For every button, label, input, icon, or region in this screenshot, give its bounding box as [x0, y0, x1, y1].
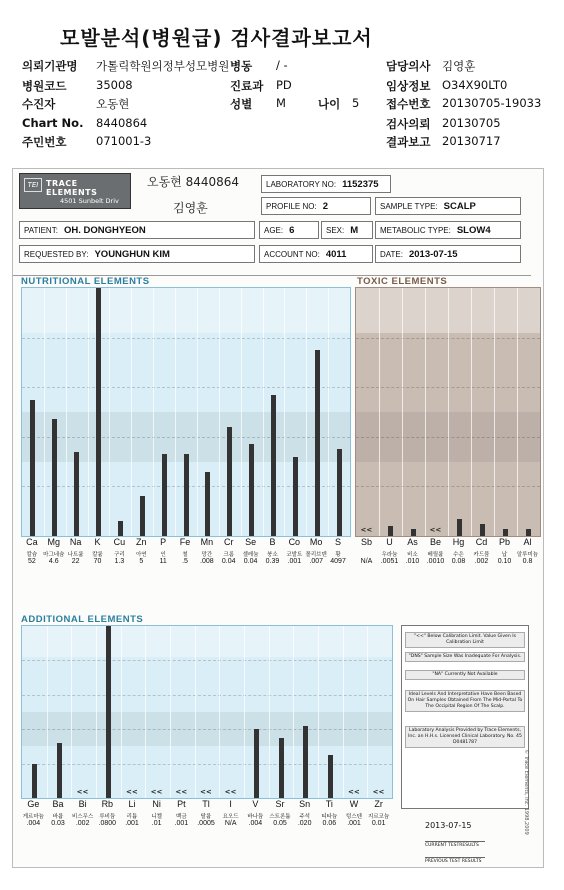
- toxic-chart-panel: [355, 287, 541, 537]
- additional-value-rb: .0800: [98, 820, 117, 827]
- report-date: 2013-07-15: [408, 248, 458, 260]
- nutritional-symbol-mn: Mn: [200, 537, 214, 547]
- laboratory-no-label: LABORATORY NO:: [266, 179, 337, 189]
- additional-column-separator: [343, 626, 344, 798]
- nutritional-symbol-co: Co: [288, 537, 301, 547]
- nutritional-value-na: 22: [71, 558, 80, 565]
- additional-symbol-ge: Ge: [27, 799, 40, 809]
- additional-title: ADDITIONAL ELEMENTS: [21, 614, 144, 625]
- toxic-korean-name: 비소: [407, 552, 418, 558]
- additional-column-separator: [195, 626, 196, 798]
- nutritional-column-separator: [131, 288, 132, 536]
- nutritional-gridline: [22, 437, 350, 438]
- additional-symbol-pt: Pt: [177, 799, 186, 809]
- additional-korean-name: 텅스텐: [346, 814, 362, 820]
- additional-range-band: [22, 626, 392, 657]
- info-label: 병동: [230, 59, 253, 73]
- info-label: 진료과: [230, 79, 264, 93]
- toxic-bar-pb: [503, 529, 508, 536]
- nutritional-bar-na: [74, 452, 79, 536]
- toxic-korean-name: 카드뮴: [473, 552, 490, 558]
- nutritional-value-s: 4097: [330, 558, 346, 565]
- toxic-symbol-cd: Cd: [475, 537, 488, 547]
- nutritional-value-co: .001: [287, 558, 302, 565]
- additional-symbol-w: W: [349, 799, 359, 809]
- info-value: 071001-3: [96, 134, 152, 148]
- sample-type-label: SAMPLE TYPE:: [380, 201, 438, 211]
- additional-below-limit-mark: <<: [150, 788, 163, 796]
- nutritional-symbol-se: Se: [245, 537, 257, 547]
- handwritten-doctor: 김영훈: [173, 201, 208, 215]
- nutritional-bar-fe: [184, 454, 189, 536]
- additional-chart-panel: [21, 625, 393, 799]
- additional-below-limit-mark: <<: [348, 788, 360, 796]
- nutritional-korean-name: 망간: [201, 552, 213, 558]
- toxic-below-limit-mark: <<: [360, 526, 373, 534]
- toxic-title: TOXIC ELEMENTS: [357, 276, 448, 287]
- additional-bar-ti: [328, 755, 333, 798]
- requested-field: [19, 245, 255, 263]
- additional-korean-name: 비스무스: [72, 814, 94, 820]
- nutritional-symbol-mg: Mg: [47, 537, 61, 547]
- toxic-korean-name: 알루미늄: [516, 552, 539, 558]
- nutritional-chart-panel: [21, 287, 351, 537]
- toxic-value-hg: 0.08: [451, 558, 466, 565]
- info-label: 임상정보: [386, 79, 431, 93]
- nutritional-symbol-p: P: [160, 537, 167, 547]
- additional-column-separator: [96, 626, 97, 798]
- additional-symbol-sn: Sn: [299, 799, 311, 809]
- nutritional-korean-name: 구리: [114, 552, 125, 558]
- lab-address: 4501 Sunbelt Driv: [60, 197, 119, 205]
- lab-header: [13, 169, 531, 276]
- additional-value-sr: 0.05: [273, 820, 287, 827]
- additional-korean-name: 티타늄: [321, 814, 338, 820]
- nutritional-column-separator: [284, 288, 285, 536]
- additional-column-separator: [47, 626, 48, 798]
- additional-column-separator: [293, 626, 294, 798]
- nutritional-symbol-s: S: [335, 537, 342, 547]
- legend-notes: [401, 625, 529, 809]
- toxic-korean-name: 수은: [453, 552, 464, 558]
- info-value: 8440864: [96, 116, 148, 130]
- toxic-column-separator: [448, 288, 449, 536]
- nutritional-column-separator: [328, 288, 329, 536]
- nutritional-bar-mg: [52, 419, 57, 536]
- info-value: 20130717: [442, 134, 501, 148]
- additional-bar-ba: [57, 743, 62, 798]
- nutritional-column-separator: [263, 288, 264, 536]
- additional-korean-name: 지르코늄: [368, 814, 390, 820]
- additional-korean-name: 니켈: [151, 814, 162, 820]
- info-label: 의뢰기관명: [22, 59, 78, 73]
- nutritional-korean-name: 셀레늄: [242, 552, 259, 558]
- nutritional-korean-name: 몰리브덴: [305, 552, 327, 558]
- nutritional-value-k: 70: [93, 558, 102, 565]
- additional-column-separator: [318, 626, 319, 798]
- additional-column-separator: [219, 626, 220, 798]
- toxic-symbol-al: Al: [523, 537, 532, 547]
- nutritional-gridline: [22, 387, 350, 388]
- lab-logo: [19, 173, 131, 209]
- age: 6: [289, 224, 295, 236]
- toxic-value-u: .0051: [380, 558, 399, 565]
- info-value: 김영훈: [442, 59, 476, 73]
- additional-bar-rb: [106, 626, 111, 798]
- additional-column-separator: [121, 626, 122, 798]
- additional-value-ni: .01: [151, 820, 162, 827]
- toxic-value-as: .010: [405, 558, 420, 565]
- nutritional-bar-b: [271, 395, 276, 536]
- nutritional-korean-name: 황: [335, 552, 341, 558]
- info-value: 20130705: [442, 116, 501, 130]
- additional-gridline: [22, 764, 392, 765]
- copyright: © Trace Elements, Inc. 1998,2009: [522, 749, 529, 835]
- additional-value-zr: 0.01: [371, 820, 386, 827]
- report-title: 모발분석(병원급) 검사결과보고서: [60, 26, 373, 50]
- additional-symbol-bi: Bi: [78, 799, 87, 809]
- account-no: 4011: [325, 248, 347, 260]
- toxic-value-cd: .002: [474, 558, 489, 565]
- additional-symbol-v: V: [252, 799, 259, 809]
- toxic-column-separator: [471, 288, 472, 536]
- toxic-symbol-be: Be: [429, 537, 441, 547]
- nutritional-range-band: [22, 288, 350, 333]
- nutritional-korean-name: 나트륨: [67, 552, 84, 558]
- toxic-korean-name: 우라늄: [381, 552, 398, 558]
- info-value: 35008: [96, 78, 133, 92]
- nutritional-korean-name: 코발트: [286, 552, 303, 558]
- additional-below-limit-mark: <<: [372, 788, 385, 796]
- additional-value-v: .004: [248, 820, 263, 827]
- additional-value-ti: 0.06: [322, 820, 337, 827]
- profile-no-field: [261, 197, 371, 215]
- info-label: 결과보고: [386, 135, 431, 149]
- toxic-bar-cd: [480, 524, 485, 536]
- toxic-value-al: 0.8: [522, 558, 533, 565]
- info-value: 오동현: [96, 97, 130, 111]
- toxic-column-separator: [379, 288, 380, 536]
- nutritional-title: NUTRITIONAL ELEMENTS: [21, 276, 150, 287]
- additional-korean-name: 게르마늄: [22, 814, 44, 820]
- additional-below-limit-mark: <<: [175, 788, 188, 796]
- toxic-value-be: .0010: [426, 558, 445, 565]
- nutritional-bar-p: [162, 454, 167, 536]
- info-label: 성별: [230, 97, 253, 111]
- additional-korean-name: 리튬: [126, 814, 138, 820]
- nutritional-bar-zn: [140, 496, 145, 536]
- toxic-value-pb: 0.10: [497, 558, 512, 565]
- additional-column-separator: [71, 626, 72, 798]
- nutritional-value-cu: 1.3: [114, 558, 125, 565]
- info-value: 가톨릭학원의정부성모병원: [96, 59, 230, 73]
- additional-bar-sn: [303, 726, 308, 798]
- patient-field: [19, 221, 255, 239]
- nutritional-symbol-cr: Cr: [223, 537, 234, 547]
- toxic-symbol-hg: Hg: [452, 537, 465, 547]
- nutritional-column-separator: [153, 288, 154, 536]
- nutritional-symbol-k: K: [94, 537, 101, 547]
- requested-by: YOUNGHUN KIM: [94, 248, 170, 260]
- toxic-bar-as: [411, 529, 416, 536]
- nutritional-bar-cu: [118, 521, 123, 536]
- date-field: [375, 245, 521, 263]
- nutritional-value-cr: 0.04: [221, 558, 236, 565]
- nutritional-column-separator: [66, 288, 67, 536]
- toxic-below-limit-mark: <<: [429, 526, 442, 534]
- nutritional-value-ca: 52: [28, 558, 36, 565]
- additional-korean-name: 요오드: [222, 814, 239, 820]
- additional-value-tl: .0005: [197, 820, 215, 827]
- toxic-column-separator: [517, 288, 518, 536]
- info-label: 담당의사: [386, 59, 431, 73]
- nutritional-bar-mo: [315, 350, 320, 536]
- lab-report-scan: [12, 168, 544, 868]
- additional-below-limit-mark: <<: [224, 788, 237, 796]
- additional-korean-name: 루비듐: [99, 814, 116, 820]
- nutritional-bar-k: [96, 288, 101, 536]
- handwritten-patient: 오동현 8440864: [147, 175, 240, 189]
- additional-symbol-li: Li: [128, 799, 136, 809]
- nutritional-bar-se: [249, 444, 254, 536]
- additional-symbol-ni: Ni: [152, 799, 161, 809]
- nutritional-value-mn: .008: [200, 558, 214, 565]
- additional-column-separator: [269, 626, 270, 798]
- toxic-column-separator: [425, 288, 426, 536]
- nutritional-value-p: 11: [159, 558, 167, 565]
- current-date: 2013-07-15: [425, 821, 472, 830]
- age-label: AGE:: [264, 225, 284, 235]
- nutritional-bar-ca: [30, 400, 35, 536]
- metabolic-field: [375, 221, 521, 239]
- nutritional-symbol-cu: Cu: [113, 537, 126, 547]
- additional-value-ge: .004: [26, 820, 41, 827]
- nutritional-korean-name: 칼륨: [92, 552, 103, 558]
- additional-korean-name: 주석: [299, 814, 310, 820]
- sample-type: SCALP: [443, 200, 476, 212]
- additional-below-limit-mark: <<: [200, 788, 212, 796]
- nutritional-korean-name: 철: [182, 552, 188, 558]
- nutritional-symbol-fe: Fe: [179, 537, 191, 547]
- nutritional-bar-co: [293, 457, 298, 536]
- additional-column-separator: [244, 626, 245, 798]
- additional-bar-ge: [32, 764, 37, 798]
- account-field: [259, 245, 373, 263]
- sex-field: [321, 221, 373, 239]
- toxic-korean-name: 납: [501, 552, 508, 558]
- info-value: 20130705-19033: [442, 96, 542, 110]
- previous-results-label: PREVIOUS TEST RESULTS: [425, 857, 485, 864]
- nutritional-column-separator: [219, 288, 220, 536]
- toxic-symbol-as: As: [407, 537, 418, 547]
- additional-value-pt: .001: [174, 820, 189, 827]
- additional-korean-name: 바나듐: [247, 814, 264, 820]
- additional-column-separator: [145, 626, 146, 798]
- nutritional-korean-name: 마그네슘: [43, 552, 65, 558]
- info-label: 검사의뢰: [386, 117, 431, 131]
- nutritional-symbol-ca: Ca: [26, 537, 38, 547]
- toxic-symbol-u: U: [386, 537, 393, 547]
- laboratory-no-field: [261, 175, 391, 193]
- sex-label: SEX:: [326, 225, 345, 235]
- note-below-limit: "<<" Below Calibration Limit. Value Given Is Calibration Limit: [405, 632, 525, 648]
- nutritional-value-fe: .5: [182, 558, 188, 565]
- additional-korean-name: 탈륨: [200, 814, 212, 820]
- info-label: Chart No.: [22, 116, 84, 130]
- toxic-bar-al: [526, 529, 531, 536]
- additional-bar-sr: [279, 738, 284, 798]
- nutritional-column-separator: [197, 288, 198, 536]
- nutritional-value-mo: .007: [309, 558, 323, 565]
- nutritional-gridline: [22, 338, 350, 339]
- note-lab-provider: Laboratory Analysis Provided by Trace Elements, Inc. an H.H.s. Licensed Clinical Laboratory. No. 45 D0481787: [405, 726, 525, 748]
- additional-korean-name: 백금: [176, 814, 187, 820]
- profile-no: 2: [322, 200, 328, 212]
- info-label: 접수번호: [386, 97, 431, 111]
- nutritional-bar-cr: [227, 427, 232, 536]
- additional-below-limit-mark: <<: [126, 788, 138, 796]
- laboratory-no: 1152375: [342, 178, 379, 190]
- additional-gridline: [22, 695, 392, 696]
- additional-symbol-rb: Rb: [101, 799, 114, 809]
- nutritional-column-separator: [241, 288, 242, 536]
- nutritional-symbol-b: B: [269, 537, 276, 547]
- additional-symbol-ti: Ti: [325, 799, 333, 809]
- nutritional-symbol-zn: Zn: [136, 537, 147, 547]
- patient-label: PATIENT:: [24, 225, 58, 235]
- toxic-symbol-sb: Sb: [360, 537, 372, 547]
- nutritional-korean-name: 크롬: [223, 552, 235, 558]
- additional-bar-v: [254, 729, 259, 798]
- additional-value-li: .001: [125, 820, 139, 827]
- additional-value-ba: 0.03: [51, 820, 65, 827]
- additional-below-limit-mark: <<: [76, 788, 89, 796]
- additional-value-sn: .020: [297, 820, 312, 827]
- note-dns: "DNS" Sample Size Was Inadequate For Analysis.: [405, 652, 525, 662]
- nutritional-korean-name: 아연: [135, 552, 147, 558]
- profile-no-label: PROFILE NO:: [266, 201, 317, 211]
- info-value: O34X90LT0: [442, 78, 508, 92]
- age-field: [259, 221, 319, 239]
- additional-symbol-ba: Ba: [52, 799, 64, 809]
- nutritional-value-mg: 4.6: [48, 558, 59, 565]
- lab-name: TRACE ELEMENTS: [46, 179, 98, 197]
- nutritional-symbol-na: Na: [69, 537, 82, 547]
- metabolic-type: SLOW4: [456, 224, 491, 236]
- nutritional-bar-mn: [205, 472, 210, 536]
- nutritional-column-separator: [306, 288, 307, 536]
- patient-name: OH. DONGHYEON: [63, 224, 146, 236]
- info-label: 수진자: [22, 97, 56, 111]
- additional-value-w: .001: [347, 820, 361, 827]
- metabolic-label: METABOLIC TYPE:: [380, 225, 451, 235]
- info-value: M: [276, 96, 286, 110]
- nutritional-column-separator: [175, 288, 176, 536]
- toxic-column-separator: [494, 288, 495, 536]
- tei-logo-icon: TEI: [24, 178, 42, 192]
- toxic-bar-hg: [457, 519, 462, 536]
- info-value: 5: [352, 96, 360, 110]
- note-ideal-levels: Ideal Levels And Interpretative Have Been Based On Hair Samples Obtained From The Mid-Portal To The Occipital Region Of The Scalp.: [405, 690, 525, 712]
- info-value: PD: [276, 78, 292, 92]
- sample-type-field: [375, 197, 521, 215]
- toxic-value-sb: N/A: [360, 558, 373, 565]
- sex: M: [350, 224, 359, 236]
- additional-symbol-sr: Sr: [275, 799, 285, 809]
- nutritional-value-b: 0.39: [265, 558, 280, 565]
- nutritional-column-separator: [109, 288, 110, 536]
- additional-symbol-i: I: [229, 799, 232, 809]
- additional-value-bi: .002: [75, 820, 90, 827]
- nutritional-symbol-mo: Mo: [309, 537, 323, 547]
- nutritional-korean-name: 칼슘: [26, 552, 38, 558]
- nutritional-column-separator: [44, 288, 45, 536]
- note-na: "NA" Currently Not Available: [405, 670, 525, 680]
- info-value: / -: [276, 58, 288, 72]
- toxic-symbol-pb: Pb: [498, 537, 510, 547]
- nutritional-column-separator: [88, 288, 89, 536]
- nutritional-korean-name: 인: [160, 552, 166, 558]
- additional-gridline: [22, 729, 392, 730]
- info-label: 나이: [318, 97, 341, 111]
- nutritional-bar-s: [337, 449, 342, 536]
- nutritional-korean-name: 붕소: [267, 552, 278, 558]
- additional-korean-name: 바륨: [52, 814, 64, 820]
- additional-symbol-zr: Zr: [374, 799, 383, 809]
- date-label: DATE:: [380, 249, 403, 259]
- toxic-bar-u: [388, 526, 393, 536]
- additional-value-i: N/A: [224, 820, 237, 827]
- nutritional-value-se: 0.04: [243, 558, 258, 565]
- additional-column-separator: [367, 626, 368, 798]
- current-results-label: CURRENT TESTRESULTS: [425, 841, 485, 848]
- toxic-korean-name: 베릴륨: [427, 552, 444, 558]
- account-label: ACCOUNT NO:: [264, 249, 320, 259]
- toxic-column-separator: [402, 288, 403, 536]
- additional-symbol-tl: Tl: [202, 799, 210, 809]
- additional-column-separator: [170, 626, 171, 798]
- additional-korean-name: 스트론튬: [269, 814, 291, 820]
- nutritional-value-zn: 5: [139, 558, 144, 565]
- additional-gridline: [22, 660, 392, 661]
- info-label: 병원코드: [22, 79, 67, 93]
- info-label: 주민번호: [22, 135, 67, 149]
- requested-label: REQUESTED BY:: [24, 249, 89, 259]
